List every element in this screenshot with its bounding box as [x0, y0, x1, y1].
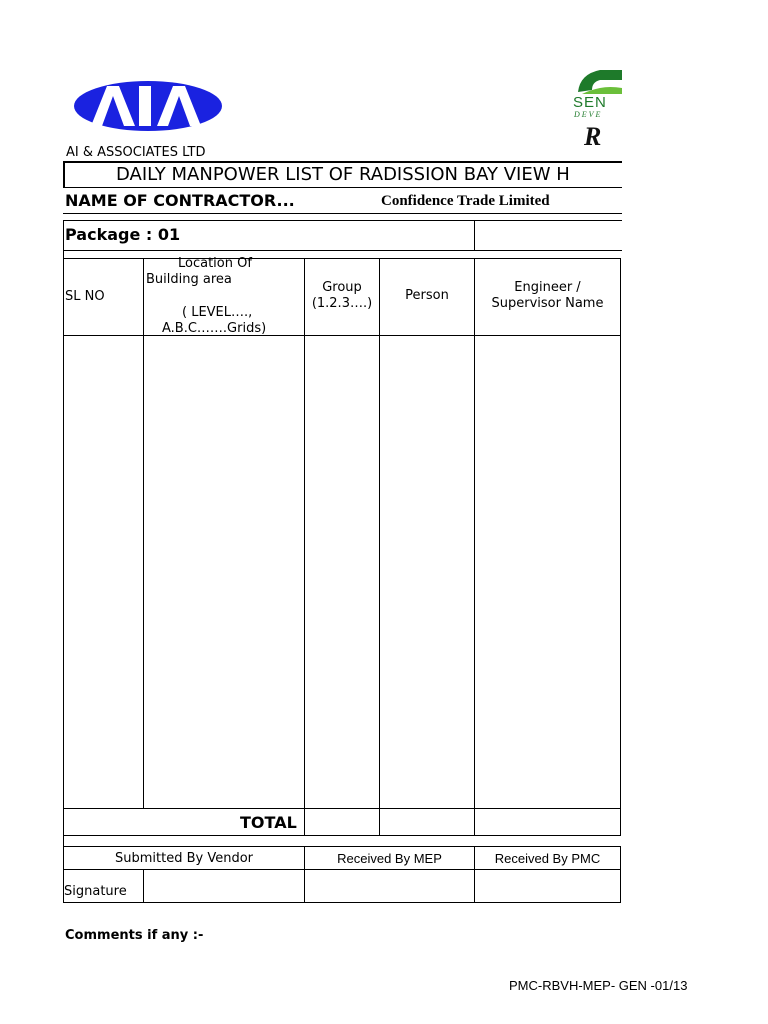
col-header-group-1: Group	[322, 280, 362, 295]
col-header-engineer-2: Supervisor Name	[491, 296, 604, 311]
contractor-value: Confidence Trade Limited	[381, 193, 550, 209]
signature-label: Signature	[64, 884, 127, 899]
table-body-bottom	[63, 808, 621, 809]
footer-code: PMC-RBVH-MEP- GEN -01/13	[509, 978, 688, 993]
col-header-location-4: A.B.C…….Grids)	[162, 321, 267, 336]
total-row-bottom	[63, 835, 621, 836]
col-header-location-3: ( LEVEL….,	[182, 305, 253, 320]
table-left-border	[63, 220, 64, 903]
signature-row-bottom	[63, 902, 621, 903]
package-row-bottom	[63, 250, 622, 251]
partner-logo-text-2: DEVE	[574, 110, 603, 119]
col-header-group-2: (1.2.3….)	[311, 296, 373, 311]
total-label: TOTAL	[240, 813, 297, 832]
package-label: Package : 01	[65, 225, 181, 244]
col-divider-4-table	[474, 258, 475, 836]
col-divider-4	[474, 220, 475, 251]
received-by-pmc: Received By PMC	[494, 851, 601, 866]
company-name: AI & ASSOCIATES LTD	[66, 145, 206, 160]
table-right-border-signoff	[620, 846, 621, 903]
col-header-person: Person	[405, 288, 449, 303]
spacer-row-bottom	[63, 846, 621, 847]
form-title: DAILY MANPOWER LIST OF RADISSION BAY VIEW H	[116, 164, 570, 185]
col-divider-1	[143, 258, 144, 809]
package-row-top	[63, 220, 622, 221]
signoff-header-bottom	[63, 869, 621, 870]
table-border-top	[63, 258, 621, 259]
col-header-location-2: Building area	[146, 272, 232, 287]
received-by-mep: Received By MEP	[337, 851, 442, 866]
submitted-by-vendor: Submitted By Vendor	[114, 851, 253, 866]
title-border-top	[63, 161, 622, 163]
col-header-sl-no: SL NO	[65, 289, 105, 304]
comments-label: Comments if any :-	[65, 928, 204, 943]
col-divider-2	[304, 258, 305, 836]
col-divider-1-signature	[143, 869, 144, 903]
col-divider-3	[379, 258, 380, 836]
aia-logo	[73, 80, 223, 132]
table-header-bottom	[63, 335, 621, 336]
col-header-engineer-1: Engineer /	[514, 280, 581, 295]
partner-logo	[570, 66, 622, 156]
contractor-label: NAME OF CONTRACTOR...	[65, 191, 295, 210]
aia-logo-graphic	[73, 80, 223, 132]
contractor-row-bottom	[63, 213, 622, 214]
partner-logo-text-3: R	[584, 122, 602, 151]
title-border-left	[63, 161, 65, 188]
partner-logo-text-1: SEN	[573, 94, 607, 111]
table-right-border	[620, 258, 621, 836]
col-header-location-1: Location Of	[178, 256, 252, 271]
title-border-bottom	[63, 187, 622, 188]
